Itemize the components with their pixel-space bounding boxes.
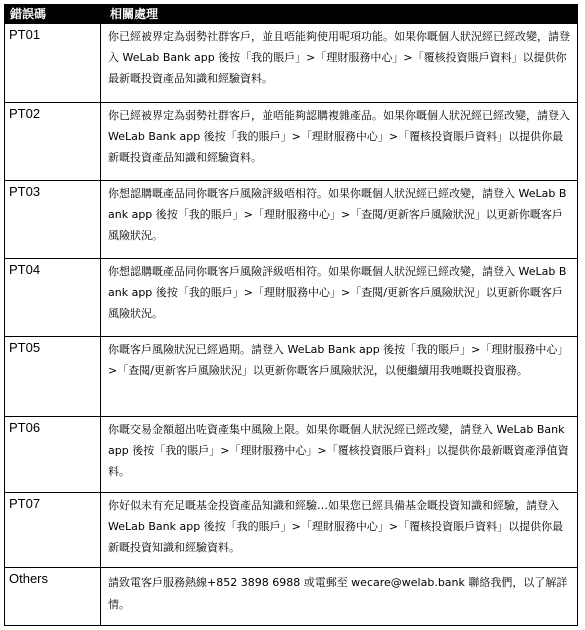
error-code-cell: Others xyxy=(5,568,101,626)
error-code-cell: PT05 xyxy=(5,337,101,417)
handling-cell: 請致電客戶服務熱線+852 3898 6988 或電郵至 wecare@welab.bank 聯絡我們，以了解詳情。 xyxy=(101,568,578,626)
error-code-cell: PT02 xyxy=(5,103,101,181)
error-code-cell: PT04 xyxy=(5,259,101,337)
handling-cell: 你好似未有充足嘅基金投資產品知識和經驗…如果您已經具備基金嘅投資知識和經驗，請登入 WeLab Bank app 後按「我的賬戶」>「理財服務中心」>「覆核投資賬戶資料」以提供你最新嘅投資知識和經驗資料。 xyxy=(101,493,578,568)
handling-cell: 你嘅客戶風險狀況已經過期。請登入 WeLab Bank app 後按「我的賬戶」>「理財服務中心」>「查閱/更新客戶風險狀況」以更新你嘅客戶風險狀況，以便繼續用我哋嘅投資服務。 xyxy=(101,337,578,417)
table-row xyxy=(5,493,578,568)
error-code-cell: PT03 xyxy=(5,181,101,259)
table-row xyxy=(5,103,578,181)
handling-cell: 你已經被界定為弱勢社群客戶，並且唔能夠使用呢項功能。如果你嘅個人狀況經已經改變，請登入 WeLab Bank app 後按「我的賬戶」>「理財服務中心」>「覆核投資賬戶資料」以提供你最新嘅投資產品知識和經驗資料。 xyxy=(101,24,578,103)
table-row xyxy=(5,417,578,493)
header-error-code: 錯誤碼 xyxy=(5,5,101,24)
handling-cell: 你已經被界定為弱勢社群客戶，並唔能夠認購複雜產品。如果你嘅個人狀況經已經改變，請登入 WeLab Bank app 後按「我的賬戶」>「理財服務中心」>「覆核投資賬戶資料」以提供你最新嘅投資產品知識和經驗資料。 xyxy=(101,103,578,181)
handling-cell: 你想認購嘅產品同你嘅客戶風險評級唔相符。如果你嘅個人狀況經已經改變，請登入 WeLab Bank app 後按「我的賬戶」>「理財服務中心」>「查閱/更新客戶風險狀況」以更新你嘅客戶風險狀況。 xyxy=(101,259,578,337)
error-code-cell: PT01 xyxy=(5,24,101,103)
table-row xyxy=(5,181,578,259)
table-row xyxy=(5,24,578,103)
error-code-cell: PT06 xyxy=(5,417,101,493)
header-handling: 相關處理 xyxy=(101,5,578,24)
table-row xyxy=(5,259,578,337)
error-code-table xyxy=(4,4,578,626)
table-row xyxy=(5,337,578,417)
table-header-row xyxy=(5,5,578,24)
handling-cell: 你想認購嘅產品同你嘅客戶風險評級唔相符。如果你嘅個人狀況經已經改變，請登入 WeLab Bank app 後按「我的賬戶」>「理財服務中心」>「查閱/更新客戶風險狀況」以更新你嘅客戶風險狀況。 xyxy=(101,181,578,259)
handling-cell: 你嘅交易金額超出咗資產集中風險上限。如果你嘅個人狀況經已經改變，請登入 WeLab Bank app 後按「我的賬戶」>「理財服務中心」>「覆核投資賬戶資料」以提供你最新嘅資產淨值資料。 xyxy=(101,417,578,493)
error-code-cell: PT07 xyxy=(5,493,101,568)
table-row xyxy=(5,568,578,626)
